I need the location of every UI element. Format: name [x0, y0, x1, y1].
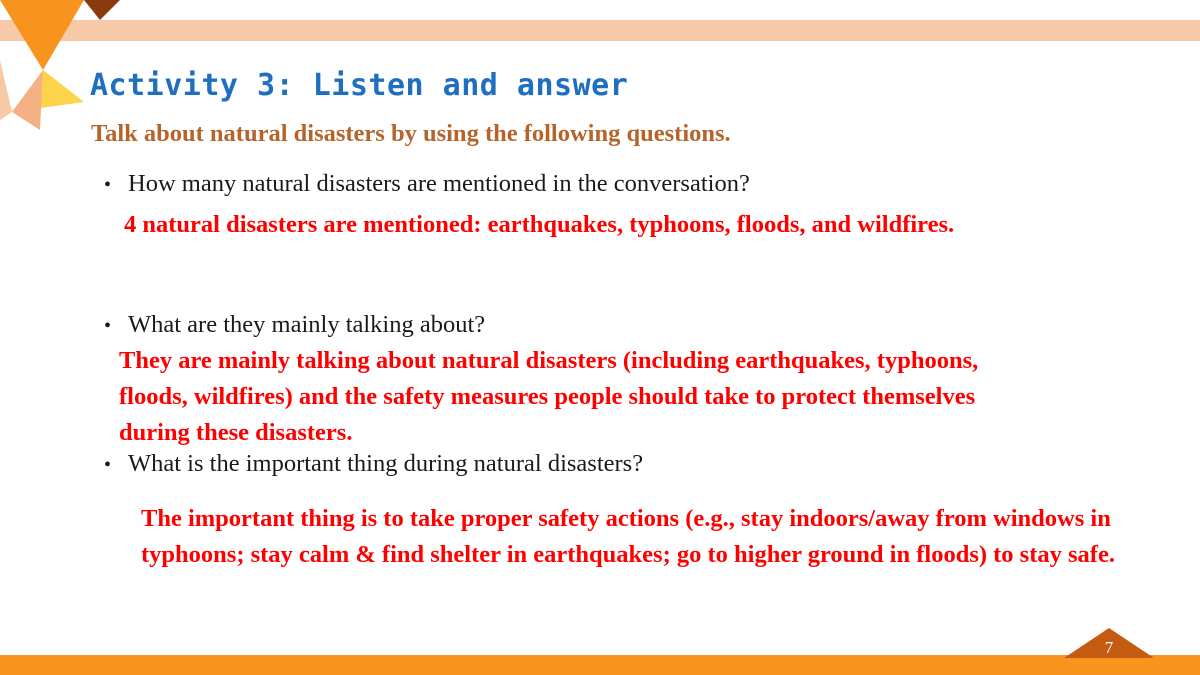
question-2 — [104, 311, 486, 339]
slide-title: Activity 3: Listen and answer — [90, 68, 629, 103]
answer-1: 4 natural disasters are mentioned: earthquakes, typhoons, floods, and wildfires. — [124, 211, 955, 238]
answer-2: They are mainly talking about natural disasters (including earthquakes, typhoons, floods, wildfires) and the safety measures people should take to protect themselves during these disasters. — [119, 347, 979, 446]
top-decorative-band — [0, 20, 1200, 41]
slide-subtitle: Talk about natural disasters by using the following questions. — [91, 120, 731, 147]
bullet-icon: • — [104, 174, 112, 196]
page-number: 7 — [1104, 638, 1114, 657]
question-1 — [104, 170, 750, 198]
question-1-text: How many natural disasters are mentioned in the conversation? — [128, 170, 750, 197]
question-3-text: What is the important thing during natural disasters? — [128, 450, 644, 477]
question-3 — [104, 450, 644, 478]
answer-3: The important thing is to take proper safety actions (e.g., stay indoors/away from windows in typhoons; stay calm & find shelter in earthquakes; go to higher ground in floods) to stay safe. — [141, 505, 1115, 568]
bullet-icon: • — [104, 454, 112, 476]
bottom-decorative-band — [0, 655, 1200, 675]
question-2-text: What are they mainly talking about? — [128, 311, 486, 338]
bullet-icon: • — [104, 315, 112, 337]
